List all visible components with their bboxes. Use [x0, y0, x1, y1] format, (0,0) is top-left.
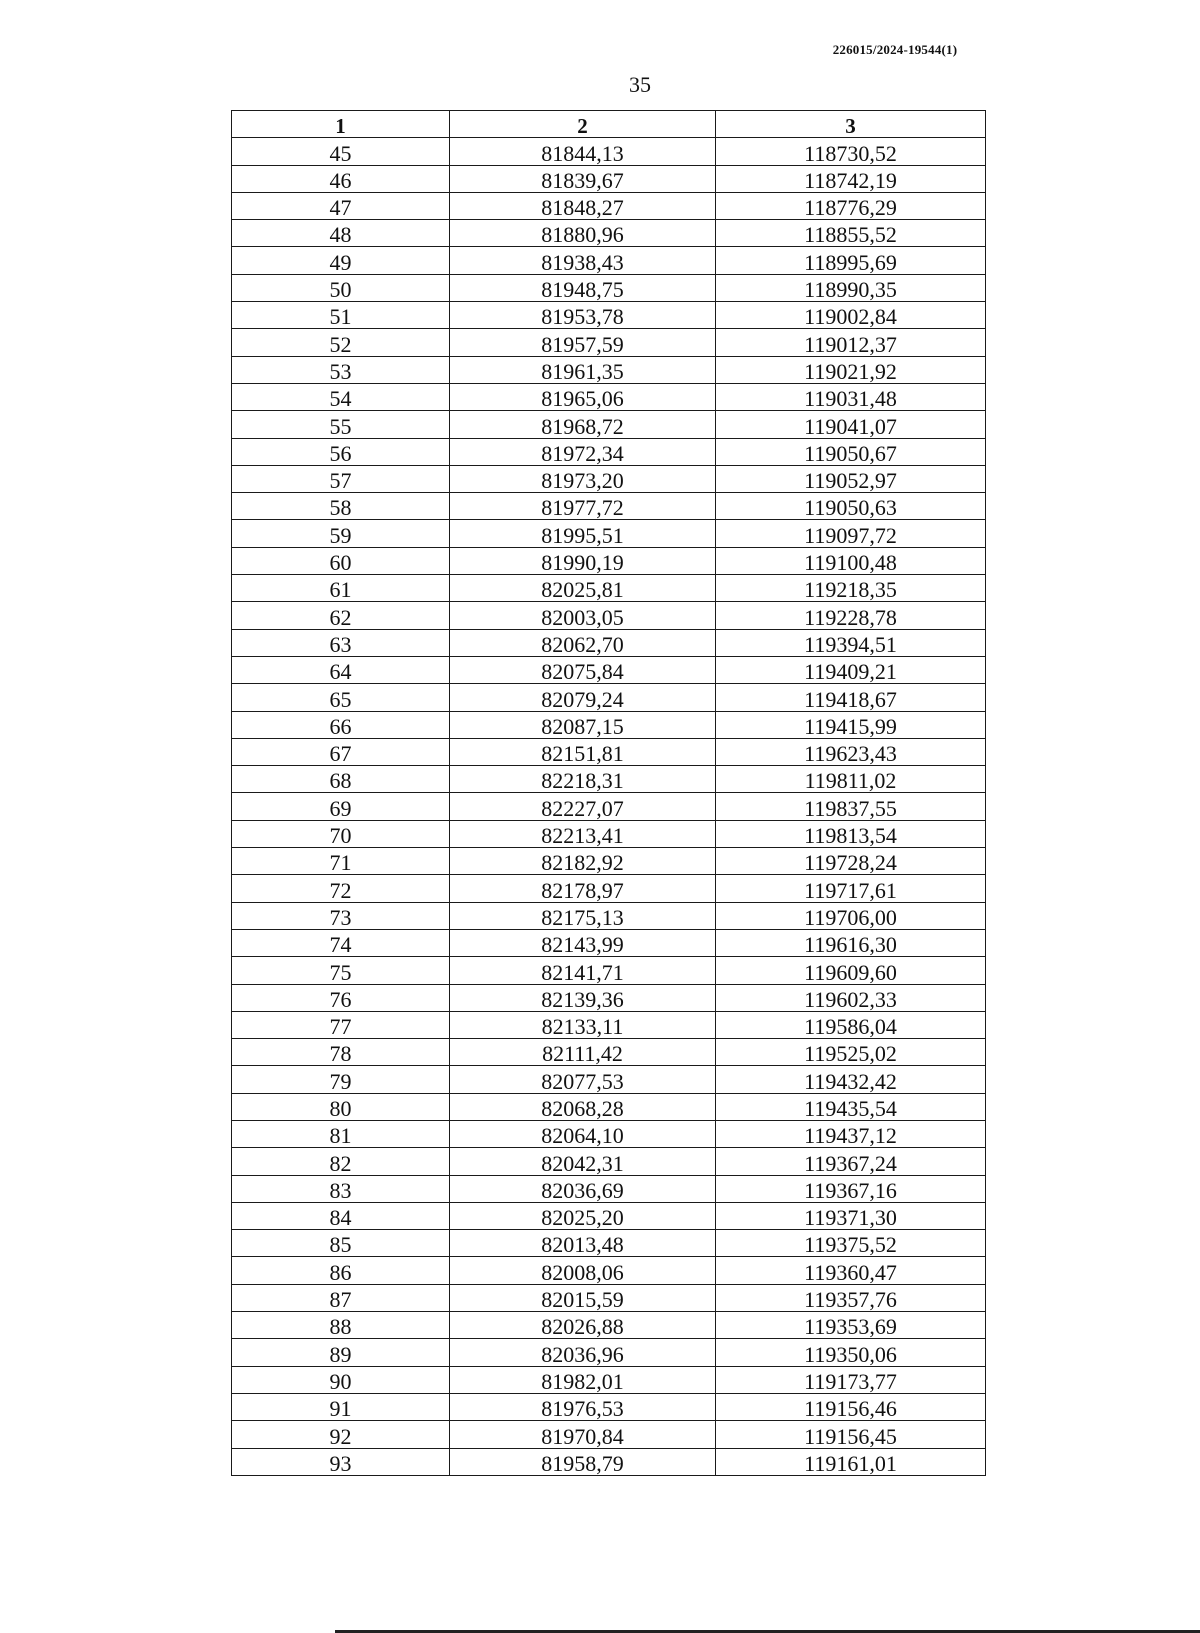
table-row: [232, 329, 986, 356]
point-number-cell: 48: [232, 220, 450, 247]
x-coordinate-cell: 82111,42: [450, 1039, 716, 1066]
y-coordinate-cell: 119609,60: [716, 957, 986, 984]
point-number-cell: 60: [232, 547, 450, 574]
y-coordinate-cell: 119728,24: [716, 848, 986, 875]
table-row: [232, 493, 986, 520]
point-number-cell: 50: [232, 274, 450, 301]
document-reference-number: 226015/2024-19544(1): [832, 42, 958, 57]
table-row: [232, 1093, 986, 1120]
table-row: [232, 629, 986, 656]
table-row: [232, 738, 986, 765]
x-coordinate-cell: 82068,28: [450, 1093, 716, 1120]
x-coordinate-cell: 81973,20: [450, 465, 716, 492]
table-row: [232, 929, 986, 956]
x-coordinate-cell: 81970,84: [450, 1421, 716, 1448]
point-number-cell: 52: [232, 329, 450, 356]
x-coordinate-cell: 82042,31: [450, 1148, 716, 1175]
point-number-cell: 65: [232, 684, 450, 711]
y-coordinate-cell: 119375,52: [716, 1230, 986, 1257]
point-number-cell: 56: [232, 438, 450, 465]
y-coordinate-cell: 119100,48: [716, 547, 986, 574]
point-number-cell: 57: [232, 465, 450, 492]
point-number-cell: 92: [232, 1421, 450, 1448]
table-body: [232, 138, 986, 1476]
point-number-cell: 67: [232, 738, 450, 765]
table-row: [232, 1284, 986, 1311]
point-number-cell: 85: [232, 1230, 450, 1257]
x-coordinate-cell: 82218,31: [450, 766, 716, 793]
point-number-cell: 80: [232, 1093, 450, 1120]
table-row: [232, 1230, 986, 1257]
y-coordinate-cell: 119041,07: [716, 411, 986, 438]
table-row: [232, 356, 986, 383]
y-coordinate-cell: 119012,37: [716, 329, 986, 356]
y-coordinate-cell: 119435,54: [716, 1093, 986, 1120]
table-row: [232, 411, 986, 438]
y-coordinate-cell: 118995,69: [716, 247, 986, 274]
x-coordinate-cell: 82182,92: [450, 848, 716, 875]
y-coordinate-cell: 118776,29: [716, 192, 986, 219]
point-number-cell: 73: [232, 902, 450, 929]
point-number-cell: 45: [232, 138, 450, 165]
table-row: [232, 1393, 986, 1420]
table-row: [232, 1448, 986, 1475]
y-coordinate-cell: 119097,72: [716, 520, 986, 547]
y-coordinate-cell: 119437,12: [716, 1120, 986, 1147]
x-coordinate-cell: 82075,84: [450, 656, 716, 683]
x-coordinate-cell: 82003,05: [450, 602, 716, 629]
point-number-cell: 87: [232, 1284, 450, 1311]
y-coordinate-cell: 119394,51: [716, 629, 986, 656]
y-coordinate-cell: 119050,63: [716, 493, 986, 520]
y-coordinate-cell: 119418,67: [716, 684, 986, 711]
x-coordinate-cell: 82062,70: [450, 629, 716, 656]
x-coordinate-cell: 82213,41: [450, 820, 716, 847]
point-number-cell: 74: [232, 929, 450, 956]
point-number-cell: 76: [232, 984, 450, 1011]
point-number-cell: 84: [232, 1202, 450, 1229]
table-row: [232, 820, 986, 847]
table-row: [232, 684, 986, 711]
x-coordinate-cell: 82143,99: [450, 929, 716, 956]
x-coordinate-cell: 81968,72: [450, 411, 716, 438]
x-coordinate-cell: 82015,59: [450, 1284, 716, 1311]
table-row: [232, 1339, 986, 1366]
x-coordinate-cell: 81982,01: [450, 1366, 716, 1393]
x-coordinate-cell: 82087,15: [450, 711, 716, 738]
y-coordinate-cell: 119052,97: [716, 465, 986, 492]
table-row: [232, 247, 986, 274]
table-row: [232, 220, 986, 247]
x-coordinate-cell: 82025,81: [450, 575, 716, 602]
x-coordinate-cell: 81965,06: [450, 383, 716, 410]
table-row: [232, 520, 986, 547]
x-coordinate-cell: 81958,79: [450, 1448, 716, 1475]
page-number: 35: [629, 72, 651, 97]
y-coordinate-cell: 119367,16: [716, 1175, 986, 1202]
table-row: [232, 465, 986, 492]
table-row: [232, 957, 986, 984]
x-coordinate-cell: 82133,11: [450, 1011, 716, 1038]
y-coordinate-cell: 119218,35: [716, 575, 986, 602]
x-coordinate-cell: 82026,88: [450, 1312, 716, 1339]
point-number-cell: 91: [232, 1393, 450, 1420]
table-row: [232, 1366, 986, 1393]
point-number-cell: 58: [232, 493, 450, 520]
x-coordinate-cell: 81976,53: [450, 1393, 716, 1420]
x-coordinate-cell: 81957,59: [450, 329, 716, 356]
x-coordinate-cell: 82139,36: [450, 984, 716, 1011]
table-row: [232, 547, 986, 574]
x-coordinate-cell: 81844,13: [450, 138, 716, 165]
x-coordinate-cell: 81839,67: [450, 165, 716, 192]
x-coordinate-cell: 82079,24: [450, 684, 716, 711]
x-coordinate-cell: 82025,20: [450, 1202, 716, 1229]
y-coordinate-cell: 119811,02: [716, 766, 986, 793]
table-row: [232, 1066, 986, 1093]
point-number-cell: 86: [232, 1257, 450, 1284]
table-row: [232, 575, 986, 602]
table-row: [232, 1148, 986, 1175]
y-coordinate-cell: 119228,78: [716, 602, 986, 629]
table-row: [232, 274, 986, 301]
table-row: [232, 1175, 986, 1202]
point-number-cell: 81: [232, 1120, 450, 1147]
y-coordinate-cell: 119432,42: [716, 1066, 986, 1093]
table-row: [232, 602, 986, 629]
table-row: [232, 902, 986, 929]
x-coordinate-cell: 82178,97: [450, 875, 716, 902]
point-number-cell: 62: [232, 602, 450, 629]
x-coordinate-cell: 81990,19: [450, 547, 716, 574]
y-coordinate-cell: 119021,92: [716, 356, 986, 383]
y-coordinate-cell: 118730,52: [716, 138, 986, 165]
table-header-row: [232, 111, 986, 138]
table-row: [232, 1202, 986, 1229]
point-number-cell: 66: [232, 711, 450, 738]
point-number-cell: 49: [232, 247, 450, 274]
y-coordinate-cell: 119031,48: [716, 383, 986, 410]
y-coordinate-cell: 119616,30: [716, 929, 986, 956]
x-coordinate-cell: 81961,35: [450, 356, 716, 383]
x-coordinate-cell: 81972,34: [450, 438, 716, 465]
point-number-cell: 46: [232, 165, 450, 192]
y-coordinate-cell: 119706,00: [716, 902, 986, 929]
table-row: [232, 438, 986, 465]
table-row: [232, 1011, 986, 1038]
point-number-cell: 83: [232, 1175, 450, 1202]
x-coordinate-cell: 82151,81: [450, 738, 716, 765]
table-row: [232, 138, 986, 165]
y-coordinate-cell: 119837,55: [716, 793, 986, 820]
x-coordinate-cell: 82013,48: [450, 1230, 716, 1257]
table-row: [232, 1421, 986, 1448]
point-number-cell: 90: [232, 1366, 450, 1393]
y-coordinate-cell: 119350,06: [716, 1339, 986, 1366]
point-number-cell: 75: [232, 957, 450, 984]
point-number-cell: 78: [232, 1039, 450, 1066]
x-coordinate-cell: 81995,51: [450, 520, 716, 547]
point-number-cell: 47: [232, 192, 450, 219]
y-coordinate-cell: 119161,01: [716, 1448, 986, 1475]
x-coordinate-cell: 82141,71: [450, 957, 716, 984]
x-coordinate-cell: 82064,10: [450, 1120, 716, 1147]
point-number-cell: 68: [232, 766, 450, 793]
x-coordinate-cell: 82008,06: [450, 1257, 716, 1284]
y-coordinate-cell: 119050,67: [716, 438, 986, 465]
point-number-cell: 64: [232, 656, 450, 683]
table-row: [232, 1039, 986, 1066]
point-number-cell: 93: [232, 1448, 450, 1475]
y-coordinate-cell: 119623,43: [716, 738, 986, 765]
y-coordinate-cell: 119415,99: [716, 711, 986, 738]
y-coordinate-cell: 118990,35: [716, 274, 986, 301]
column-header-3: 3: [716, 111, 986, 138]
x-coordinate-cell: 82227,07: [450, 793, 716, 820]
point-number-cell: 54: [232, 383, 450, 410]
x-coordinate-cell: 81948,75: [450, 274, 716, 301]
y-coordinate-cell: 119156,46: [716, 1393, 986, 1420]
y-coordinate-cell: 119156,45: [716, 1421, 986, 1448]
table-row: [232, 1120, 986, 1147]
point-number-cell: 61: [232, 575, 450, 602]
point-number-cell: 53: [232, 356, 450, 383]
x-coordinate-cell: 82175,13: [450, 902, 716, 929]
x-coordinate-cell: 82036,96: [450, 1339, 716, 1366]
y-coordinate-cell: 119367,24: [716, 1148, 986, 1175]
point-number-cell: 70: [232, 820, 450, 847]
table-row: [232, 165, 986, 192]
table-row: [232, 984, 986, 1011]
table-row: [232, 302, 986, 329]
y-coordinate-cell: 119002,84: [716, 302, 986, 329]
point-number-cell: 72: [232, 875, 450, 902]
coordinates-table: [231, 110, 986, 1476]
point-number-cell: 88: [232, 1312, 450, 1339]
point-number-cell: 89: [232, 1339, 450, 1366]
y-coordinate-cell: 119717,61: [716, 875, 986, 902]
table-row: [232, 848, 986, 875]
y-coordinate-cell: 119409,21: [716, 656, 986, 683]
point-number-cell: 55: [232, 411, 450, 438]
table-row: [232, 1312, 986, 1339]
table-row: [232, 192, 986, 219]
point-number-cell: 59: [232, 520, 450, 547]
y-coordinate-cell: 119360,47: [716, 1257, 986, 1284]
y-coordinate-cell: 119353,69: [716, 1312, 986, 1339]
point-number-cell: 77: [232, 1011, 450, 1038]
column-header-1: 1: [232, 111, 450, 138]
table-header: [232, 111, 986, 138]
point-number-cell: 71: [232, 848, 450, 875]
y-coordinate-cell: 118855,52: [716, 220, 986, 247]
x-coordinate-cell: 82036,69: [450, 1175, 716, 1202]
column-header-2: 2: [450, 111, 716, 138]
point-number-cell: 63: [232, 629, 450, 656]
table-row: [232, 766, 986, 793]
x-coordinate-cell: 81880,96: [450, 220, 716, 247]
point-number-cell: 82: [232, 1148, 450, 1175]
table-row: [232, 793, 986, 820]
y-coordinate-cell: 119602,33: [716, 984, 986, 1011]
point-number-cell: 51: [232, 302, 450, 329]
y-coordinate-cell: 119173,77: [716, 1366, 986, 1393]
table-row: [232, 1257, 986, 1284]
x-coordinate-cell: 81848,27: [450, 192, 716, 219]
table-row: [232, 383, 986, 410]
y-coordinate-cell: 118742,19: [716, 165, 986, 192]
table-row: [232, 875, 986, 902]
table-row: [232, 656, 986, 683]
y-coordinate-cell: 119357,76: [716, 1284, 986, 1311]
point-number-cell: 79: [232, 1066, 450, 1093]
table-row: [232, 711, 986, 738]
x-coordinate-cell: 81977,72: [450, 493, 716, 520]
y-coordinate-cell: 119813,54: [716, 820, 986, 847]
y-coordinate-cell: 119586,04: [716, 1011, 986, 1038]
y-coordinate-cell: 119371,30: [716, 1202, 986, 1229]
y-coordinate-cell: 119525,02: [716, 1039, 986, 1066]
x-coordinate-cell: 81953,78: [450, 302, 716, 329]
x-coordinate-cell: 82077,53: [450, 1066, 716, 1093]
point-number-cell: 69: [232, 793, 450, 820]
x-coordinate-cell: 81938,43: [450, 247, 716, 274]
